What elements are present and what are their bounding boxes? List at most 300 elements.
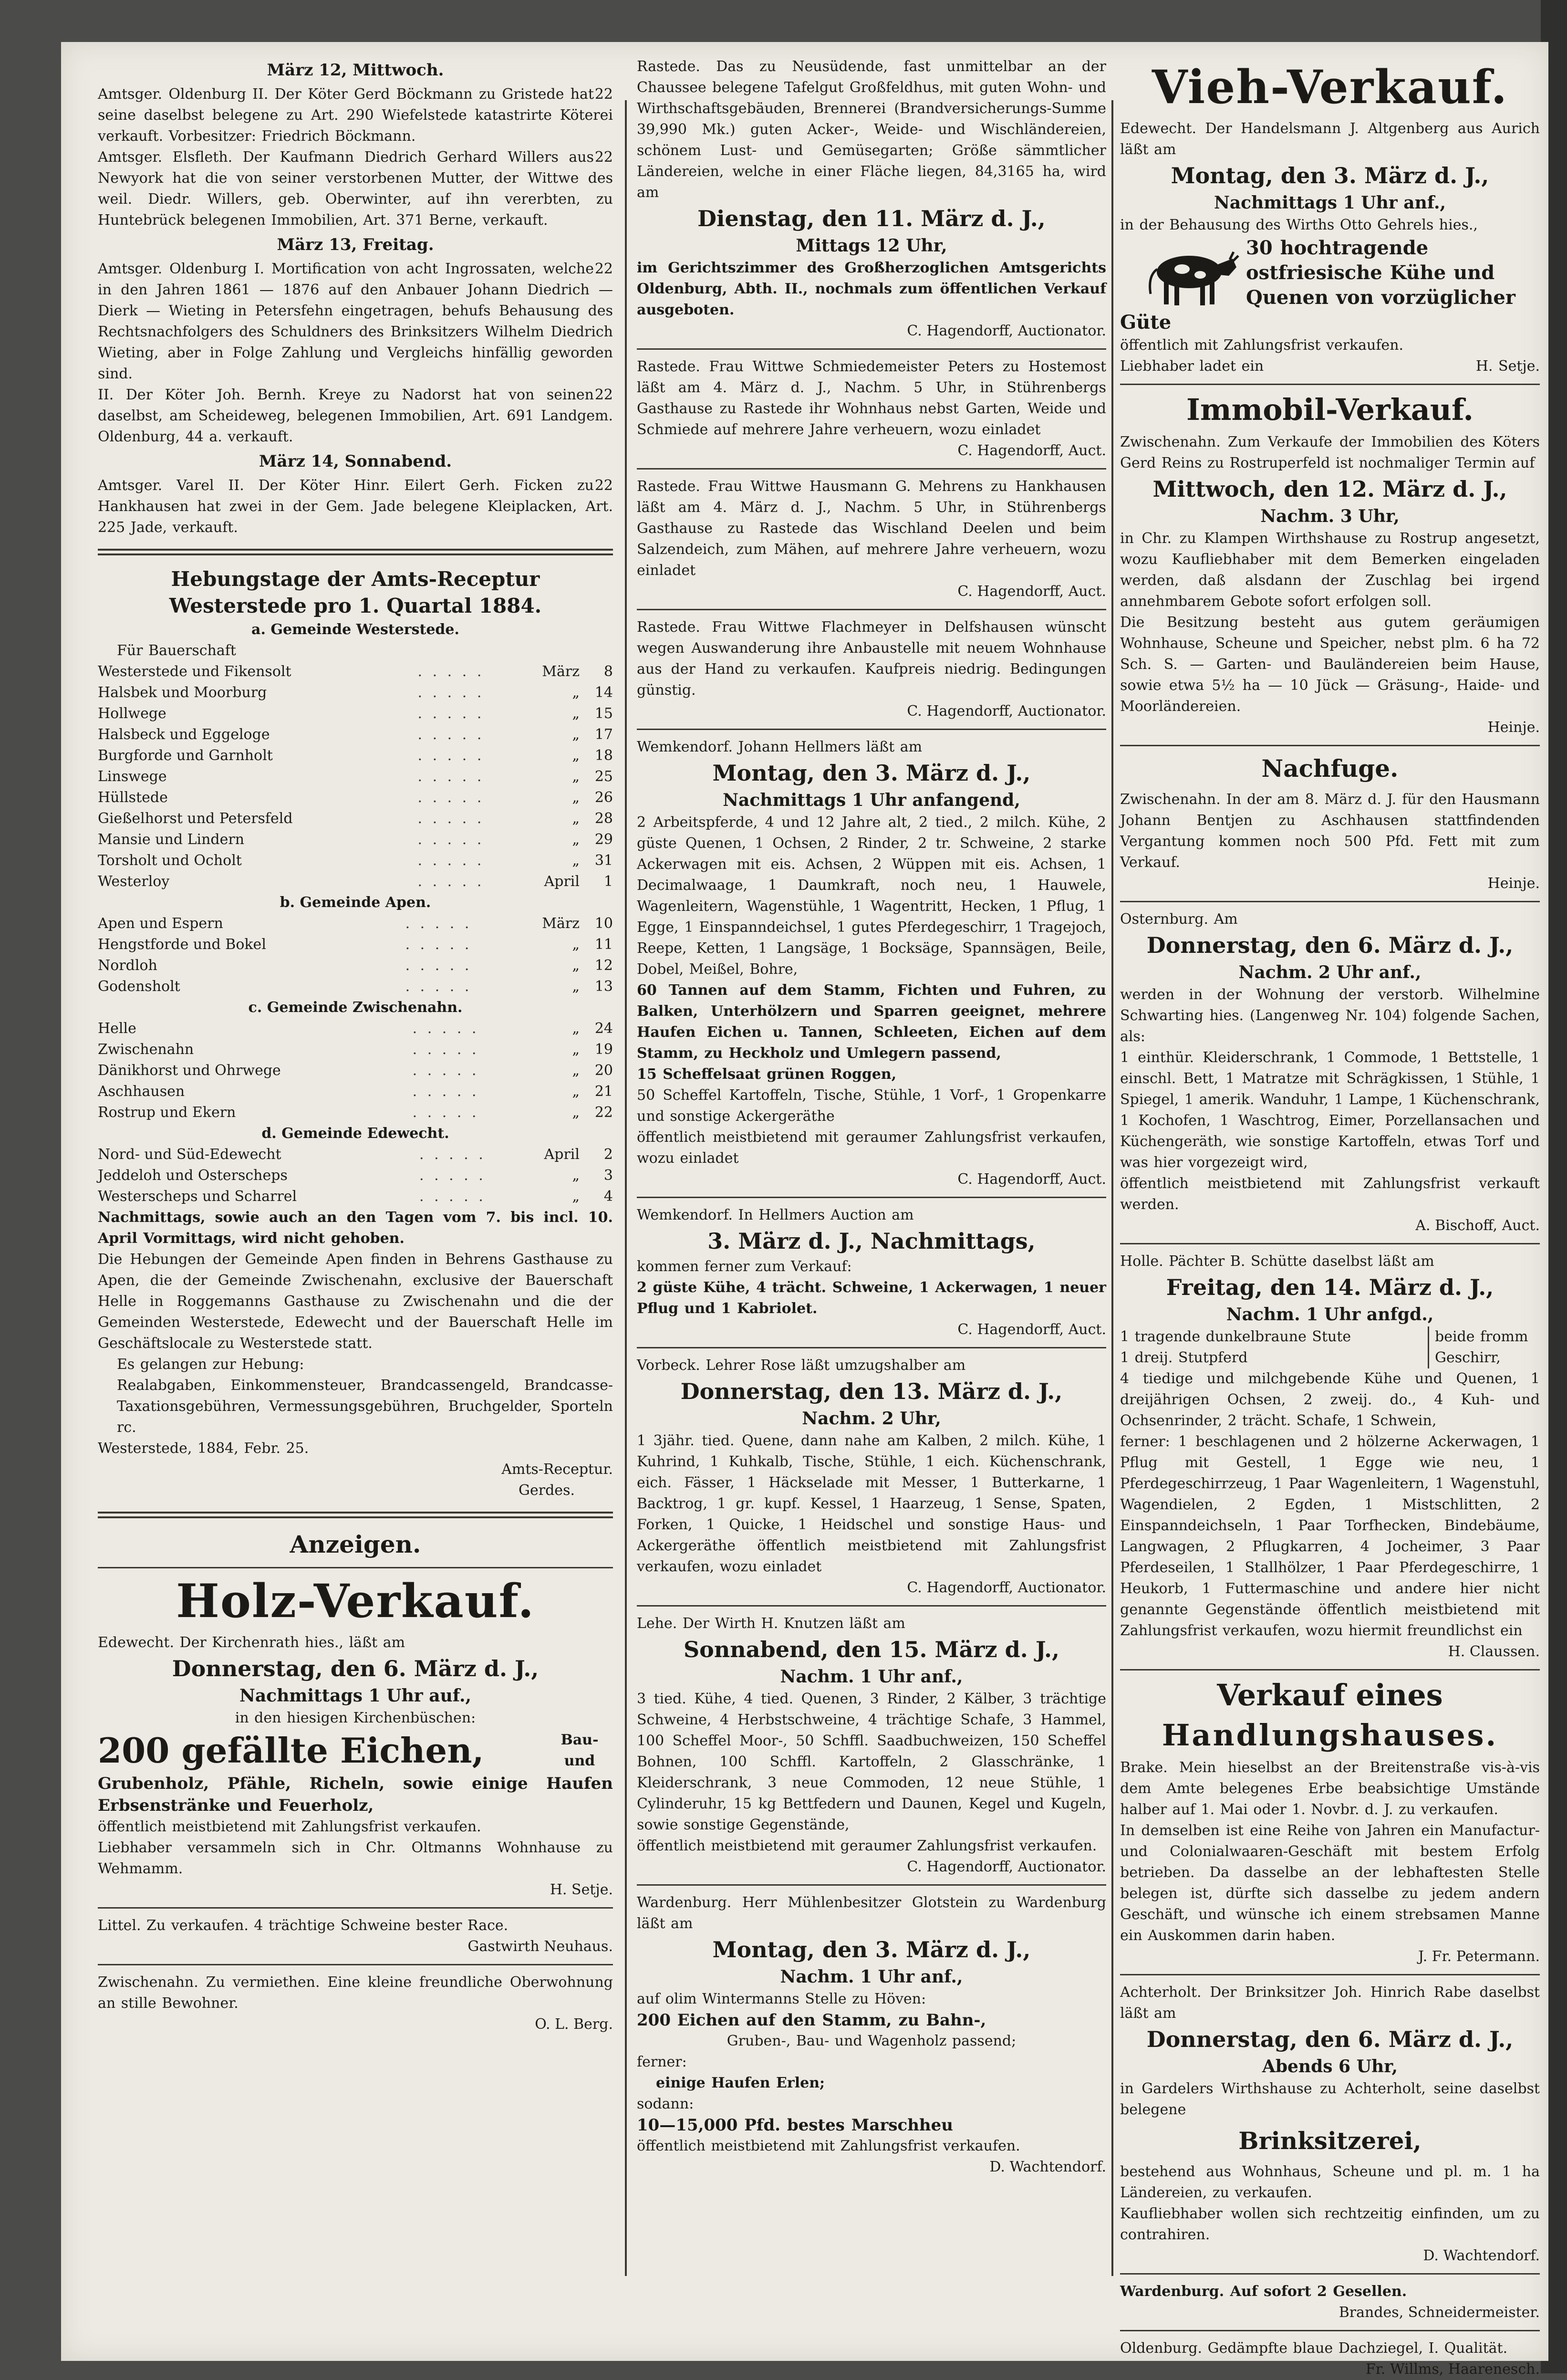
hebung-row: [98, 934, 613, 955]
ad-text: Rastede. Das zu Neusüdende, fast unmittelbar an der Chaussee belegene Tafelgut Großfeldhus, mit guten Wohn- und Wirthschaftsgebäuden, Brennerei (Brandversicherungs-Summe 39,990 Mk.) guten Acker-, Weide- und Wischländereien, schönem Lust- und Gemüsegarten; Größe sämmtlicher Ländereien, welche in einer Fläche liegen, 84,3165 ha, wird am: [637, 58, 1106, 201]
hebung-section-label: d. Gemeinde Edewecht.: [261, 1125, 449, 1142]
column-3: [1120, 56, 1540, 2378]
section-divider: [98, 1567, 613, 1568]
hebung-items: Realabgaben, Einkommensteuer, Brandcassengeld, Brandcasse-Taxationsgebühren, Vermessungsgebühren, Bruchgelder, Sporteln rc.: [117, 1377, 613, 1436]
hebung-day: 17: [594, 726, 613, 743]
ad-time: Abends 6 Uhr,: [1262, 2056, 1398, 2077]
ad-highlight-row: [98, 1729, 613, 1773]
hebung-section-label: a. Gemeinde Westerstede.: [251, 621, 459, 638]
ad-title: Verkauf eines: [1217, 1678, 1443, 1712]
register-entry: 22 II. Der Köter Joh. Bernh. Kreye zu Nadorst hat von seinen daselbst, am Scheideweg, belegenen Immobilien, Art. 691 Landgem. Oldenburg, 44 a. verkauft.: [98, 386, 613, 445]
hebung-day: 20: [594, 1062, 613, 1079]
hebung-place: Nordloh: [98, 957, 157, 974]
ad-items: 1 einthür. Kleiderschrank, 1 Commode, 1 Bettstelle, 1 einschl. Bett, 1 Matratze mit Schrägkissen, 1 Stühle, 1 Spiegel, 1 amerik. Wanduhr, 1 Lampe, 1 Küchenschrank, 1 Kochofen, 1 Waschtrog, Eimer, Porzellansachen und Küchengeräth, wie sonstige Kartoffeln, etwas Torf und was hier vorgezeigt wird,: [1120, 1049, 1540, 1171]
hebung-place: Gießelhorst und Petersfeld: [98, 810, 293, 827]
ad-date: Donnerstag, den 6. März d. J.,: [1146, 932, 1514, 958]
section-divider: [637, 1884, 1106, 1886]
ad-signature: Fr. Willms, Haarenesch.: [1365, 2361, 1540, 2378]
hebung-place: Apen und Espern: [98, 915, 223, 932]
hebung-day: 4: [603, 1188, 613, 1205]
rastede-tafelgut-ad: [637, 56, 1106, 342]
ad-signature: C. Hagendorff, Auctionator.: [907, 703, 1106, 720]
ad-signature: C. Hagendorff, Auct.: [957, 583, 1106, 600]
hebung-row: [98, 1060, 613, 1081]
hebung-day: 28: [594, 810, 613, 827]
ad-time: Nachm. 3 Uhr,: [1260, 506, 1400, 526]
hebung-row: [98, 724, 613, 745]
hebung-table: [98, 661, 613, 892]
ad-intro: Wemkendorf. Johann Hellmers läßt am: [637, 739, 923, 755]
ad-time: Nachm. 1 Uhr anf.,: [780, 1967, 963, 1987]
hebung-month: „: [572, 1062, 580, 1079]
hebung-month: „: [572, 1104, 580, 1121]
hebung-row: [98, 661, 613, 682]
leader-dots: . . . . .: [419, 1146, 486, 1163]
day-heading: März 13, Freitag.: [277, 235, 434, 254]
hebung-day: 12: [594, 957, 613, 974]
hebung-row: [98, 976, 613, 997]
hebung-row: [98, 745, 613, 766]
hebung-month: „: [572, 831, 580, 848]
hebung-place: Westerscheps und Scharrel: [98, 1188, 297, 1205]
leader-dots: . . . . .: [417, 747, 485, 764]
ad-where: in Gardelers Wirthshause zu Achterholt, seine daselbst belegene: [1120, 2080, 1540, 2118]
hebung-row: [98, 913, 613, 934]
leader-dots: . . . . .: [412, 1062, 479, 1079]
ad-signature: C. Hagendorff, Auct.: [957, 442, 1106, 459]
ad-sale: öffentlich mit Zahlungsfrist verkaufen.: [1120, 337, 1404, 354]
hebung-signature: Amts-Receptur.: [501, 1461, 613, 1478]
rastede-mehrens-ad: [637, 476, 1106, 602]
hebung-place: Westerloy: [98, 873, 170, 890]
ad-items: 4 tiedige und milchgebende Kühe und Quenen, 1 dreijährigen Ochsen, 2 zweij. do., 4 Kuh- und Ochsenrinder, 2 trächt. Schafe, 1 Schwein,: [1120, 1370, 1540, 1429]
section-divider: [1120, 745, 1540, 746]
hebung-day: 24: [594, 1020, 613, 1037]
hebung-row: [98, 1102, 613, 1123]
ad-signature: C. Hagendorff, Auctionator.: [907, 1858, 1106, 1875]
ad-signature: J. Fr. Petermann.: [1418, 1948, 1540, 1965]
ad-where: in den hiesigen Kirchenbüschen:: [235, 1710, 476, 1726]
section-divider: [637, 1347, 1106, 1348]
hebung-row: [98, 829, 613, 850]
hebung-row: [98, 1081, 613, 1102]
hebung-month: „: [572, 747, 580, 764]
ad-signature: O. L. Berg.: [535, 2016, 613, 2033]
ad-date: Donnerstag, den 6. März d. J.,: [1146, 2026, 1514, 2052]
hebung-table: [98, 913, 613, 997]
section-divider: [1120, 384, 1540, 385]
ad-intro: Achterholt. Der Brinksitzer Joh. Hinrich Rabe daselbst läßt am: [1120, 1984, 1540, 2022]
section-divider: [1120, 2330, 1540, 2331]
ad-intro: Edewecht. Der Handelsmann J. Altgenberg aus Aurich läßt am: [1120, 120, 1540, 158]
vorbeck-ad: [637, 1355, 1106, 1598]
ad-signature: C. Hagendorff, Auct.: [957, 1321, 1106, 1338]
ad-date: Montag, den 3. März d. J.,: [1171, 163, 1489, 188]
ad-items: 60 Tannen auf dem Stamm, Fichten und Fuhren, zu Balken, Unterhölzern und Sparren geeignet, mehrere Haufen Eichen u. Tannen, Schleeten, Eichen auf dem Stamm, zu Heckholz und Umlegern passend,: [637, 982, 1106, 1062]
zwischenahn-rent-ad: [98, 1972, 613, 2035]
ad-signature: C. Hagendorff, Auctionator.: [907, 1579, 1106, 1596]
hebung-row: [98, 1186, 613, 1207]
ad-date: Donnerstag, den 13. März d. J.,: [680, 1378, 1063, 1404]
ad-intro: Wardenburg. Herr Mühlenbesitzer Glotstein zu Wardenburg läßt am: [637, 1894, 1106, 1932]
hebung-place: Halsbeck und Eggeloge: [98, 726, 270, 743]
ad-title: Holz-Verkauf.: [176, 1574, 535, 1628]
hebung-month: „: [572, 1188, 580, 1205]
column-divider: [625, 100, 627, 2276]
ad-date: Donnerstag, den 6. März d. J.,: [172, 1656, 539, 1681]
ad-intro: Osternburg. Am: [1120, 911, 1238, 928]
nachfuge-ad: [1120, 753, 1540, 894]
section-divider: [637, 468, 1106, 470]
hebung-title: Westerstede pro 1. Quartal 1884.: [169, 594, 542, 617]
ad-time: Nachmittags 1 Uhr auf.,: [239, 1686, 472, 1706]
handlungshaus-ad: [1120, 1677, 1540, 1967]
hebung-place: Nord- und Süd-Edewecht: [98, 1146, 281, 1163]
column-1: [98, 56, 613, 2318]
ad-signature: H. Claussen.: [1448, 1643, 1540, 1660]
hebung-place: Aschhausen: [98, 1083, 185, 1100]
hebung-day: 8: [603, 663, 613, 680]
ad-date: Mittwoch, den 12. März d. J.,: [1152, 476, 1507, 502]
hebung-row: [98, 955, 613, 976]
ad-time: Nachm. 1 Uhr anf.,: [780, 1667, 963, 1687]
hebung-day: 1: [603, 873, 613, 890]
ad-where: in der Behausung des Wirths Otto Gehrels hies.,: [1120, 217, 1478, 233]
hebung-row: [98, 1165, 613, 1186]
hebung-month: „: [572, 1041, 580, 1058]
lehe-ad: [637, 1613, 1106, 1878]
hebung-place: Zwischenahn: [98, 1041, 194, 1058]
ad-meet: Liebhaber versammeln sich in Chr. Oltmanns Wohnhause zu Wehmamm.: [98, 1839, 613, 1877]
ad-text: werden in der Wohnung der verstorb. Wilhelmine Schwarting hies. (Langenweg Nr. 104) folgende Sachen, als:: [1120, 986, 1540, 1045]
hebung-month: März: [542, 915, 580, 932]
leader-dots: . . . . .: [417, 684, 485, 701]
ad-intro: Vorbeck. Lehrer Rose läßt umzugshalber am: [637, 1357, 966, 1374]
section-divider: [1120, 1669, 1540, 1670]
littel-ad: [98, 1915, 613, 1957]
ad-sale: öffentlich meistbietend mit Zahlungsfrist verkauft werden.: [1120, 1175, 1540, 1213]
hebung-month: März: [542, 663, 580, 680]
hebung-day: 3: [603, 1167, 613, 1184]
hebung-row: [98, 808, 613, 829]
ad-text: im Gerichtszimmer des Großherzoglichen Amtsgerichts Oldenburg, Abth. II., nochmals zum öffentlichen Verkauf ausgeboten.: [637, 260, 1106, 318]
section-divider: [1120, 1243, 1540, 1244]
ad-date: Sonnabend, den 15. März d. J.,: [683, 1637, 1060, 1662]
hebung-row: [98, 766, 613, 787]
ad-intro: Wemkendorf. In Hellmers Auction am: [637, 1207, 914, 1223]
hebung-row: [98, 871, 613, 892]
ad-time: Mittags 12 Uhr,: [796, 236, 947, 256]
ad-signature: C. Hagendorff, Auct.: [957, 1171, 1106, 1188]
ad-items: 1 3jähr. tied. Quene, dann nahe am Kalben, 2 milch. Kühe, 1 Kuhrind, 1 Kuhkalb, Tische, Stühle, 1 eich. Küchenschrank, eich. Fässer, 1 Häckselade mit Messer, 1 Butterkarne, 1 Backtrog, 1 gr. kupf. Kessel, 1 Haarzeug, 1 Sense, Spaten, Forken, 1 Quicke, 1 Heidschel und sonstige Haus- und Ackergeräthe öffentlich meistbietend mit Zahlungsfrist verkaufen, wozu einladet: [637, 1432, 1106, 1575]
section-divider: [98, 1512, 613, 1518]
hebung-month: April: [544, 873, 580, 890]
column-divider: [1111, 100, 1113, 2276]
hebung-pre: Für Bauerschaft: [117, 642, 236, 659]
ad-date: Montag, den 3. März d. J.,: [712, 1937, 1031, 1962]
ad-signature: D. Wachtendorf.: [989, 2159, 1106, 2175]
ad-items: ferner: 1 beschlagenen und 2 hölzerne Ackerwagen, 1 Pflug mit Gestell, 1 Egge wie neu, 1 Pferdegeschirrzeug, 1 Paar Wagenleitern, 1 Wagenstuhl, Wagendielen, 2 Egden, 1 Mistschlitten, 2 Einspanndeichseln, 1 Paar Torfhecken, Bindebäume, Langwagen, 2 Pflugkarren, 4 Jocheimer, 3 Paar Pferdeseilen, 1 Stallhölzer, 1 Paar Pferdegeschirre, 1 Heukorb, 1 Futtermaschine und andere hier nicht genannte Gegenstände öffentlich meistbietend mit Zahlungsfrist verkaufen, wozu hiermit freundlichst ein: [1120, 1433, 1540, 1639]
ad-text: ferner:: [637, 2054, 687, 2070]
ad-goods: Grubenholz, Pfähle, Richeln, sowie einige Haufen Erbsenstränke und Feuerholz,: [98, 1774, 613, 1815]
rastede-peters-ad: [637, 356, 1106, 461]
ad-text: Rastede. Frau Wittwe Flachmeyer in Delfshausen wünscht wegen Auswanderung ihre Anbaustelle mit neuem Wohnhause aus der Hand zu verkaufen. Kaufpreis niedrig. Bedingungen günstig.: [637, 619, 1106, 699]
ad-date: Montag, den 3. März d. J.,: [712, 760, 1031, 786]
dachziegel-ad: [1120, 2338, 1540, 2380]
leader-dots: . . . . .: [412, 1104, 479, 1121]
section-divider: [98, 1964, 613, 1965]
ad-text: in Chr. zu Klampen Wirthshause zu Rostrup angesetzt, wozu Kaufliebhaber mit dem Bemerken eingeladen werden, daß alsdann der Zuschlag bei irgend annehmbarem Gebote sofort erfolgen soll.: [1120, 530, 1540, 610]
ad-date: Dienstag, den 11. März d. J.,: [697, 206, 1046, 231]
ad-highlight: Brinksitzerei,: [1238, 2127, 1422, 2155]
leader-dots: . . . . .: [417, 873, 485, 890]
day-heading: März 12, Mittwoch.: [267, 61, 444, 80]
hebung-day: 18: [594, 747, 613, 764]
hebung-day: 26: [594, 789, 613, 806]
hebung-day: 10: [594, 915, 613, 932]
anzeigen-heading: Anzeigen.: [290, 1530, 421, 1558]
hebung-month: „: [572, 936, 580, 953]
wardenburg-holz-ad: [637, 1892, 1106, 2178]
hebung-month: April: [544, 1146, 580, 1163]
hebung-place: Mansie und Lindern: [98, 831, 245, 848]
hebung-place: Westerstede und Fikensolt: [98, 663, 291, 680]
hebung-day: 25: [594, 768, 613, 785]
ad-time: Nachm. 1 Uhr anfgd.,: [1226, 1305, 1434, 1325]
ad-text: In demselben ist eine Reihe von Jahren ein Manufactur- und Colonialwaaren-Geschäft mit bestem Erfolg betrieben. Da dasselbe an der lebhaftesten Stelle belegen ist, dürfte sich dasselbe zu jedem andern Geschäft, und wünsche ich einem strebsamen Manne ein Auskommen darin haben.: [1120, 1822, 1540, 1944]
wemkendorf-addendum-ad: [637, 1205, 1106, 1340]
ad-text: kommen ferner zum Verkauf:: [637, 1258, 852, 1275]
section-divider: [1120, 1974, 1540, 1975]
ad-text: Gruben-, Bau- und Wagenholz passend;: [726, 2033, 1017, 2049]
leader-dots: . . . . .: [405, 957, 472, 974]
hebung-table: [98, 1144, 613, 1207]
register-entry: 22 Amtsger. Oldenburg II. Der Köter Gerd Böckmann zu Gristede hat seine daselbst belegene zu Art. 290 Wiefelstede katastrirte Köterei verkauft. Vorbesitzer: Friedrich Böckmann.: [98, 86, 613, 145]
hebung-row: [98, 682, 613, 703]
hebung-day: 2: [603, 1146, 613, 1163]
hebung-body: Die Hebungen der Gemeinde Apen finden in Behrens Gasthause zu Apen, die der Gemeinde Zwischenahn, exclusive der Bauerschaft Helle in Roggemanns Gasthause zu Zwischenahn und die der Gemeinden Westerstede, Edewecht und der Bauerschaft Helle im Geschäftslocale zu Westerstede statt.: [98, 1251, 613, 1352]
day-heading: März 14, Sonnabend.: [259, 452, 452, 471]
ad-highlight: 30 hochtragende ostfriesische Kühe und Quenen von vorzüglicher Güte: [1120, 237, 1515, 334]
hebung-place: Halsbek und Moorburg: [98, 684, 267, 701]
hebung-row: [98, 787, 613, 808]
ad-signature: D. Wachtendorf.: [1423, 2247, 1540, 2264]
hebung-table: [98, 1018, 613, 1123]
leader-dots: . . . . .: [405, 915, 472, 932]
hebung-day: 31: [594, 852, 613, 869]
ad-time: Nachmittags 1 Uhr anfangend,: [723, 790, 1020, 810]
leader-dots: . . . . .: [405, 936, 472, 953]
ad-signature: Gastwirth Neuhaus.: [467, 1938, 613, 1955]
ad-date: 3. März d. J., Nachmittags,: [707, 1228, 1036, 1254]
achterholt-ad: [1120, 1982, 1540, 2266]
hebung-month: „: [572, 1167, 580, 1184]
ad-signature: C. Hagendorff, Auctionator.: [907, 323, 1106, 339]
section-divider: [637, 348, 1106, 350]
ad-text: Littel. Zu verkaufen. 4 trächtige Schweine bester Race.: [98, 1917, 508, 1934]
ad-text: Rastede. Frau Wittwe Hausmann G. Mehrens zu Hankhausen läßt am 4. März d. J., Nachm. 5 Uhr, in Stührenbergs Gasthause zu Rastede das Wischland Deelen und beim Salzendeich, zum Mähen, auf mehrere Jahre verheuern, wozu einladet: [637, 478, 1106, 579]
section-divider: [637, 609, 1106, 610]
ad-signature: Heinje.: [1487, 719, 1540, 736]
section-divider: [98, 549, 613, 555]
leader-dots: . . . . .: [419, 1188, 486, 1205]
hebung-day: 29: [594, 831, 613, 848]
ad-intro: Holle. Pächter B. Schütte daselbst läßt am: [1120, 1253, 1434, 1270]
hebung-day: 15: [594, 705, 613, 722]
hebung-row: [98, 1144, 613, 1165]
column-2: [637, 56, 1106, 2318]
osternburg-ad: [1120, 909, 1540, 1236]
hebung-gelangen: Es gelangen zur Hebung:: [117, 1356, 304, 1373]
leader-dots: . . . . .: [405, 978, 472, 995]
hebung-month: „: [572, 705, 580, 722]
ad-items: 1 dreij. Stutpferd: [1120, 1349, 1248, 1366]
ad-meet: Liebhaber ladet ein H. Setje.: [1120, 358, 1540, 375]
ad-signature: H. Setje.: [550, 1881, 613, 1898]
leader-dots: . . . . .: [419, 1167, 486, 1184]
leader-dots: . . . . .: [412, 1020, 479, 1037]
ad-highlight: 200 gefällte Eichen,: [98, 1730, 484, 1771]
hebung-day: 21: [594, 1083, 613, 1100]
leader-dots: . . . . .: [417, 768, 485, 785]
ad-title: Handlungshauses.: [1162, 1718, 1498, 1753]
ad-items: 2 Arbeitspferde, 4 und 12 Jahre alt, 2 tied., 2 milch. Kühe, 2 güste Quenen, 1 Ochsen, 2 Rinder, 2 tr. Schweine, 2 starke Ackerwagen mit eis. Achsen, 2 Wüppen mit eis. Achsen, 1 Decimalwaage, 1 Daumkraft, noch neu, 1 Hauwele, Wagenleitern, Wagenstühle, 1 Wagentritt, Hecken, 1 Pflug, 1 Egge, 1 Einspanndeichsel, 1 gutes Pferdegeschirr, 1 Tragejoch, Reepe, Ketten, 1 Langsäge, 1 Bocksäge, Spannsägen, Beile, Dobel, Meißel, Bohre,: [637, 814, 1106, 978]
register-entry: 22 Amtsger. Varel II. Der Köter Hinr. Eilert Gerh. Ficken zu Hankhausen hat zwei in der Gem. Jade belegene Kleiplacken, Art. 225 Jade, verkauft.: [98, 477, 613, 536]
hebung-month: „: [572, 684, 580, 701]
hebung-day: 11: [594, 936, 613, 953]
section-divider: [1120, 2273, 1540, 2275]
register-entries: [98, 58, 613, 538]
wemkendorf-auction-ad: [637, 737, 1106, 1190]
hebungstage-notice: [98, 566, 613, 1501]
hebung-day: 14: [594, 684, 613, 701]
ad-time: Nachm. 2 Uhr anf.,: [1238, 962, 1422, 982]
holle-ad: [1120, 1251, 1540, 1662]
hebung-place: Torsholt und Ocholt: [98, 852, 242, 869]
hebung-month: „: [572, 1083, 580, 1100]
hebung-title: Hebungstage der Amts-Receptur: [171, 567, 540, 591]
ad-text: Brake. Mein hieselbst an der Breitenstraße vis-à-vis dem Amte belegenes Erbe beabsichtige Umstände halber auf 1. Mai oder 1. Novbr. d. J. zu verkaufen.: [1120, 1759, 1540, 1818]
ad-items: 2 güste Kühe, 4 trächt. Schweine, 1 Ackerwagen, 1 neuer Pflug und 1 Kabriolet.: [637, 1279, 1106, 1317]
immobil-verkauf-ad: [1120, 392, 1540, 738]
ad-intro: Edewecht. Der Kirchenrath hies., läßt am: [98, 1634, 405, 1651]
register-entry: 22 Amtsger. Oldenburg I. Mortification von acht Ingrossaten, welche in den Jahren 1861 — 1876 auf den Anbauer Johann Diedrich — Dierk — Wieting in Petersfehn eingetragen, behufs Behausung des Rechtsnachfolgers des Schuldners des Brinksitzers Wilhelm Diedrich Wieting, aber in Folge Zahlung und Vergleichs hinfällig geworden sind.: [98, 261, 613, 382]
ad-text: bestehend aus Wohnhaus, Scheune und pl. m. 1 ha Ländereien, zu verkaufen.: [1120, 2163, 1540, 2201]
hebung-row: [98, 1039, 613, 1060]
ad-text: Rastede. Frau Wittwe Schmiedemeister Peters zu Hostemost läßt am 4. März d. J., Nachm. 5 Uhr, in Stührenbergs Gasthause zu Rastede ihr Wohnhaus nebst Garten, Weide und Schmiede auf mehrere Jahre verheuern, wozu einladet: [637, 358, 1106, 438]
hebung-place: Jeddeloh und Osterscheps: [98, 1167, 288, 1184]
gesellen-ad: [1120, 2281, 1540, 2323]
ad-highlight-side: Bau- und: [560, 1732, 599, 1769]
hebung-month: „: [572, 768, 580, 785]
leader-dots: . . . . .: [417, 852, 485, 869]
hebung-place: Rostrup und Ekern: [98, 1104, 236, 1121]
ad-text: Kaufliebhaber wollen sich rechtzeitig einfinden, um zu contrahiren.: [1120, 2205, 1540, 2243]
section-divider: [637, 1197, 1106, 1198]
hebung-row: [98, 1018, 613, 1039]
section-divider: [637, 1605, 1106, 1607]
ad-text: Oldenburg. Gedämpfte blaue Dachziegel, I. Qualität.: [1120, 2340, 1508, 2357]
hebung-place-date: Westerstede, 1884, Febr. 25.: [98, 1440, 309, 1457]
leader-dots: . . . . .: [417, 789, 485, 806]
ad-items-side: beide fromm Geschirr,: [1428, 1326, 1540, 1368]
ad-sale: öffentlich meistbietend mit geraumer Zahlungsfrist verkaufen, wozu einladet: [637, 1129, 1106, 1167]
hebung-notice: Nachmittags, sowie auch an den Tagen vom 7. bis incl. 10. April Vormittags, wird nicht gehoben.: [98, 1209, 613, 1247]
ad-title: Nachfuge.: [1261, 754, 1399, 783]
hebung-month: „: [572, 789, 580, 806]
ad-text: Wardenburg. Auf sofort 2 Gesellen.: [1120, 2283, 1407, 2300]
ad-title: Immobil-Verkauf.: [1186, 392, 1474, 427]
section-divider: [637, 729, 1106, 730]
ad-items: einige Haufen Erlen;: [656, 2075, 825, 2091]
cow-icon: [1139, 238, 1239, 309]
leader-dots: . . . . .: [417, 726, 485, 743]
hebung-place: Hengstforde und Bokel: [98, 936, 266, 953]
ad-highlight-row: [1120, 236, 1540, 335]
ad-highlight: 200 Eichen auf den Stamm, zu Bahn-,: [637, 2011, 986, 2030]
ad-sale: öffentlich meistbietend mit Zahlungsfrist verkaufen.: [98, 1818, 481, 1835]
hebung-section-label: b. Gemeinde Apen.: [280, 894, 431, 911]
leader-dots: . . . . .: [412, 1041, 479, 1058]
hebung-month: „: [572, 957, 580, 974]
hebung-day: 13: [594, 978, 613, 995]
hebung-month: „: [572, 1020, 580, 1037]
hebung-place: Burgforde und Garnholt: [98, 747, 273, 764]
vieh-verkauf-ad: [1120, 61, 1540, 377]
hebung-day: 19: [594, 1041, 613, 1058]
register-entry: 22 Amtsger. Elsfleth. Der Kaufmann Diedrich Gerhard Willers aus Newyork hat die von seiner verstorbenen Mutter, der Wittwe des weil. Diedr. Willers, geb. Oberwinter, auf ihn vererbten, zu Huntebrück belegenen Immobilien, Art. 371 Berne, verkauft.: [98, 149, 613, 229]
ad-time: Nachm. 2 Uhr,: [802, 1409, 941, 1429]
hebung-row: [98, 703, 613, 724]
ad-sale: öffentlich meistbietend mit Zahlungsfrist verkaufen.: [637, 2138, 1020, 2154]
hebung-place: Dänikhorst und Ohrwege: [98, 1062, 281, 1079]
ad-signature: Brandes, Schneidermeister.: [1339, 2304, 1540, 2321]
ad-items-group: [1120, 1326, 1540, 1368]
leader-dots: . . . . .: [412, 1083, 479, 1100]
ad-intro: Lehe. Der Wirth H. Knutzen läßt am: [637, 1615, 905, 1632]
section-divider: [1120, 901, 1540, 902]
hebung-day: 22: [594, 1104, 613, 1121]
hebung-month: „: [572, 978, 580, 995]
ad-text: Zwischenahn. Zu vermiethen. Eine kleine freundliche Oberwohnung an stille Bewohner.: [98, 1974, 613, 2012]
ad-items: 10—15,000 Pfd. bestes Marschheu: [637, 2116, 953, 2135]
hebung-section-label: c. Gemeinde Zwischenahn.: [248, 999, 463, 1016]
leader-dots: . . . . .: [417, 810, 485, 827]
hebung-place: Godensholt: [98, 978, 180, 995]
hebung-row: [98, 850, 613, 871]
ad-signature: A. Bischoff, Auct.: [1415, 1217, 1540, 1234]
leader-dots: . . . . .: [417, 705, 485, 722]
ad-items: 3 tied. Kühe, 4 tied. Quenen, 3 Rinder, 2 Kälber, 3 trächtige Schweine, 4 Herbstschweine, 4 trächtige Schafe, 3 Hammel, 100 Scheffel Moor-, 50 Schffl. Saadbuchweizen, 150 Scheffel Bohnen, 100 Schffl. Kartoffeln, 2 Glasschränke, 1 Kleiderschrank, 3 neue Commoden, 12 neue Stühle, 1 Cylinderuhr, 15 kg Bettfedern und Daunen, Kegel und Kugeln, sowie sonstige Gegenstände,: [637, 1691, 1106, 1833]
ad-items: 50 Scheffel Kartoffeln, Tische, Stühle, 1 Vorf-, 1 Gropenkarre und sonstige Ackergeräthe: [637, 1087, 1106, 1125]
ad-title: Vieh-Verkauf.: [1152, 60, 1508, 114]
hebung-place: Linswege: [98, 768, 167, 785]
holz-verkauf-ad: [98, 1575, 613, 1900]
leader-dots: . . . . .: [417, 831, 485, 848]
hebung-place: Helle: [98, 1020, 136, 1037]
hebung-month: „: [572, 810, 580, 827]
rastede-flachmeyer-ad: [637, 617, 1106, 722]
ad-text: Zwischenahn. In der am 8. März d. J. für den Hausmann Johann Bentjen zu Aschhausen stattfindenden Vergantung kommen noch 500 Pfd. Fett mit zum Verkauf.: [1120, 791, 1540, 871]
hebung-place: Hüllstede: [98, 789, 168, 806]
ad-date: Freitag, den 14. März d. J.,: [1166, 1274, 1494, 1300]
ad-text: Die Besitzung besteht aus gutem geräumigen Wohnhause, Scheune und Speicher, nebst plm. 6 ha 72 Sch. S. — Garten- und Bauländereien beim Hause, sowie etwa 5½ ha — 10 Jück — Gräsung-, Haide- und Moorländereien.: [1120, 614, 1540, 715]
ad-signature: Heinje.: [1487, 875, 1540, 892]
ad-sale: öffentlich meistbietend mit geraumer Zahlungsfrist verkaufen.: [637, 1837, 1097, 1854]
hebung-month: „: [572, 852, 580, 869]
ad-items: 15 Scheffelsaat grünen Roggen,: [637, 1066, 897, 1083]
ad-intro: Zwischenahn. Zum Verkaufe der Immobilien des Köters Gerd Reins zu Rostruperfeld ist nochmaliger Termin auf: [1120, 434, 1540, 471]
